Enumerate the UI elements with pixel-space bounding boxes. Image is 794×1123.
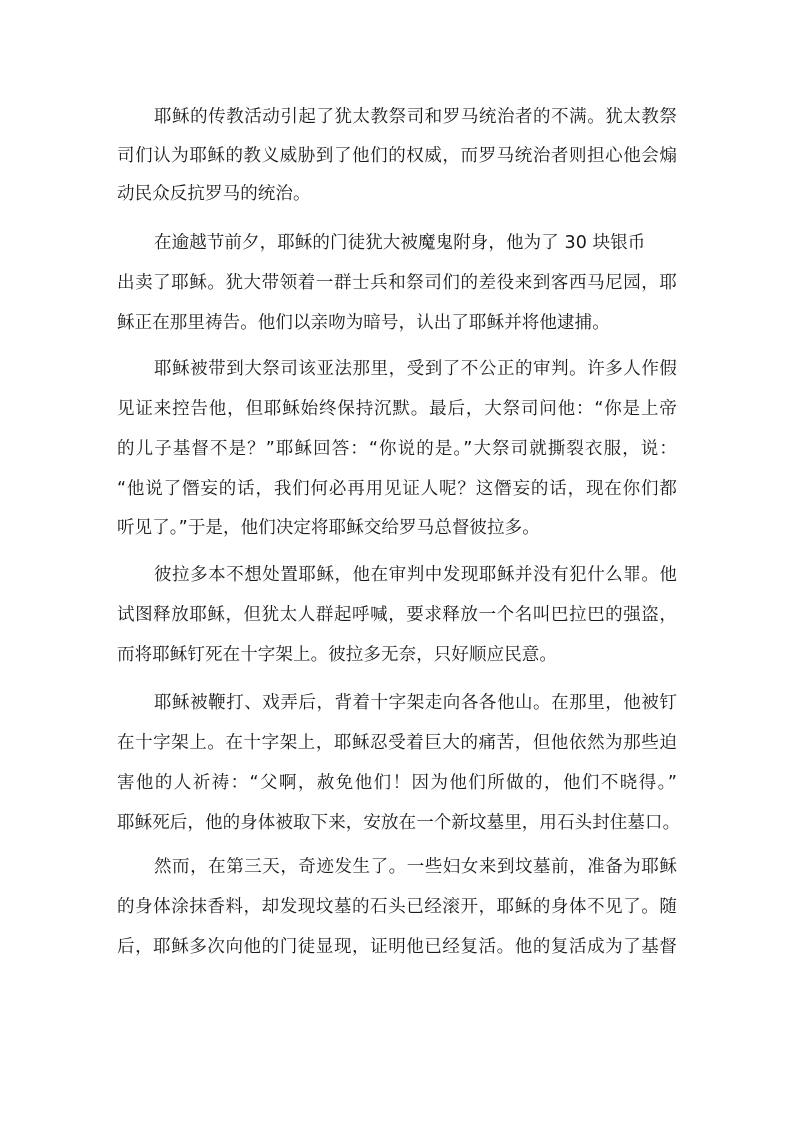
text-line: 耶稣被鞭打、戏弄后，背着十字架走向各各他山。在那里，他被钉 xyxy=(154,693,677,713)
text-line: 的儿子基督不是？”耶稣回答：“你说的是。”大祭司就撕裂衣服，说： xyxy=(117,439,677,459)
text-line: 害他的人祈祷：“父啊，赦免他们！因为他们所做的，他们不晓得。” xyxy=(117,773,677,793)
text-line: 耶稣死后，他的身体被取下来，安放在一个新坟墓里，用石头封住墓口。 xyxy=(117,813,681,833)
text-line: “他说了僭妄的话，我们何必再用见证人呢？这僭妄的话，现在你们都 xyxy=(117,479,677,499)
text-line: 耶稣被带到大祭司该亚法那里，受到了不公正的审判。许多人作假 xyxy=(154,359,677,379)
text-line: 然而，在第三天，奇迹发生了。一些妇女来到坟墓前，准备为耶稣 xyxy=(154,857,677,877)
text-line: 的身体涂抹香料，却发现坟墓的石头已经滚开，耶稣的身体不见了。随 xyxy=(117,897,677,917)
text-line: 听见了。”于是，他们决定将耶稣交给罗马总督彼拉多。 xyxy=(117,518,540,538)
text-line: 在逾越节前夕，耶稣的门徒犹大被魔鬼附身，他为了 30 块银币 xyxy=(154,233,646,253)
text-line: 见证来控告他，但耶稣始终保持沉默。最后，大祭司问他：“你是上帝 xyxy=(117,399,677,419)
text-line: 后，耶稣多次向他的门徒显现，证明他已经复活。他的复活成为了基督 xyxy=(117,937,677,957)
text-line: 试图释放耶稣，但犹太人群起呼喊，要求释放一个名叫巴拉巴的强盗， xyxy=(117,605,677,625)
text-line: 出卖了耶稣。犹大带领着一群士兵和祭司们的差役来到客西马尼园，耶 xyxy=(117,273,677,293)
text-line: 司们认为耶稣的教义威胁到了他们的权威，而罗马统治者则担心他会煽 xyxy=(117,146,677,166)
text-line: 在十字架上。在十字架上，耶稣忍受着巨大的痛苦，但他依然为那些迫 xyxy=(117,733,677,753)
text-line: 而将耶稣钉死在十字架上。彼拉多无奈，只好顺应民意。 xyxy=(117,645,557,665)
text-line: 动民众反抗罗马的统治。 xyxy=(117,184,311,204)
text-line: 稣正在那里祷告。他们以亲吻为暗号，认出了耶稣并将他逮捕。 xyxy=(117,313,610,333)
text-line: 耶稣的传教活动引起了犹太教祭司和罗马统治者的不满。犹太教祭 xyxy=(154,107,677,127)
text-line: 彼拉多本不想处置耶稣，他在审判中发现耶稣并没有犯什么罪。他 xyxy=(154,565,677,585)
